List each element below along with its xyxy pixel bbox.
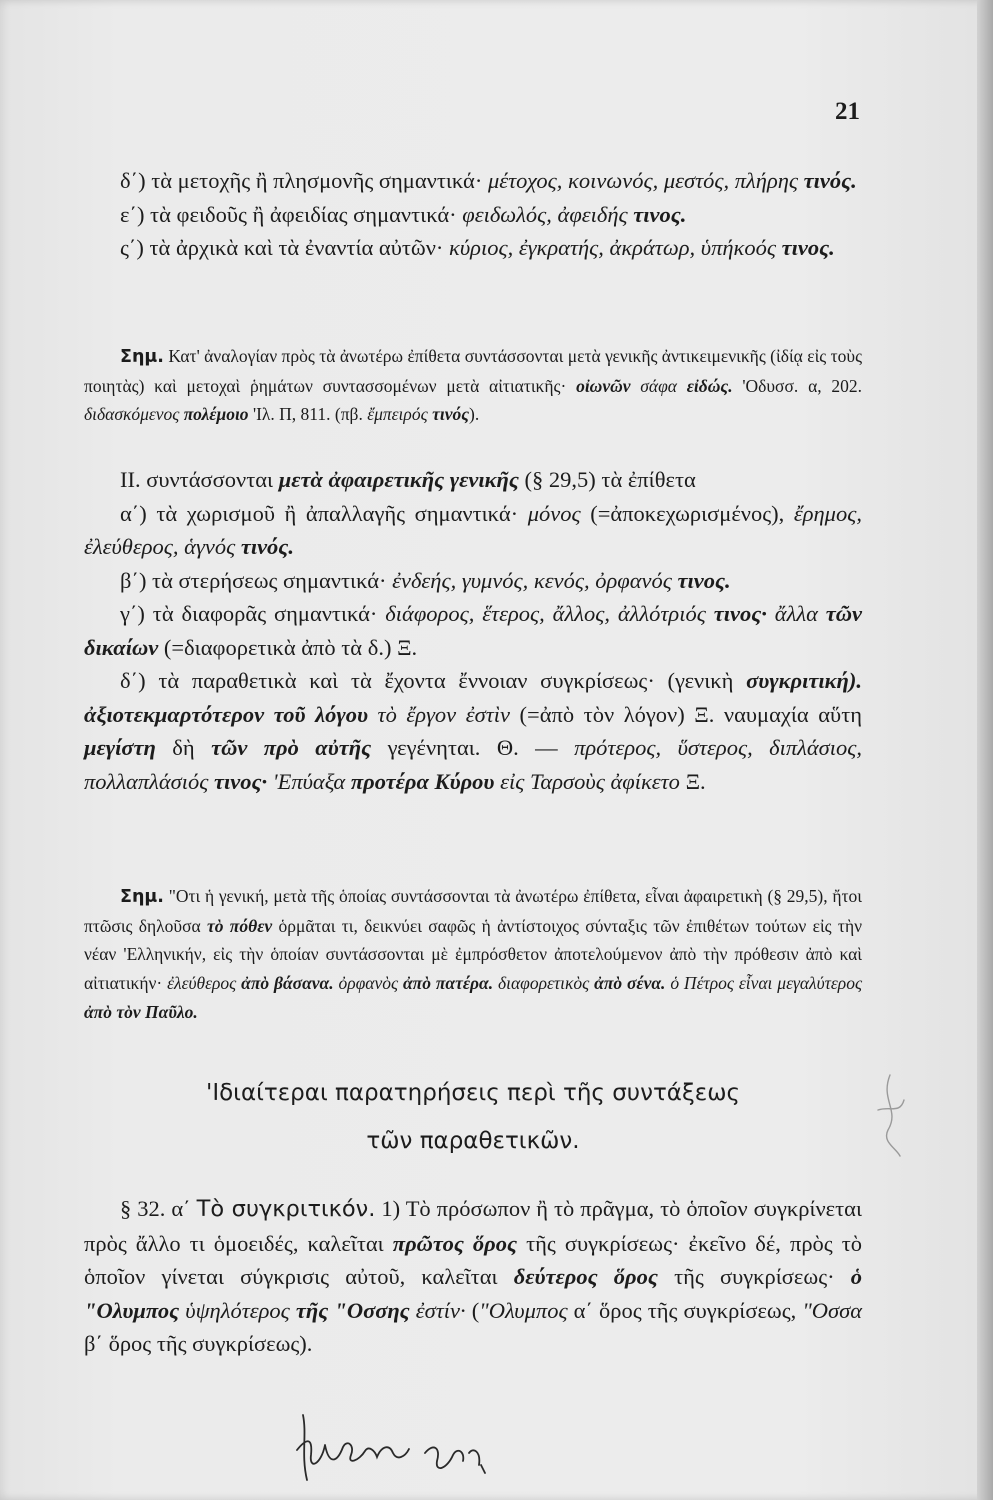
- section-32-body: β΄ ὅρος τῆς συγκρίσεως).: [84, 1331, 313, 1356]
- section-32-body: 1) Τὸ πρόσωπον ἢ τὸ πρᾶγμα, τὸ ὁποῖον συγκρίνεται πρὸς ἄλλο τι ὁμοειδές, καλεῖται: [84, 1196, 863, 1256]
- note-1-example-word: σάφα: [640, 375, 677, 396]
- note-1-label: Σημ.: [120, 347, 164, 367]
- note-1-text: [84, 342, 862, 429]
- note-2-example: διαφορετικὸς: [497, 973, 590, 994]
- margin-pencil-mark: [860, 1070, 920, 1160]
- item-dd-text: γεγένηται. Θ. —: [387, 735, 558, 760]
- item-dd-example: μεγίστη: [84, 735, 156, 760]
- section-32-term: πρῶτος ὅρος: [392, 1230, 518, 1256]
- note-2-example: ὀρφανὸς: [338, 973, 399, 994]
- item-st-text: ς΄) τὰ ἀρχικὰ καὶ τὰ ἐναντία αὐτῶν·: [120, 235, 444, 260]
- item-st: [84, 231, 862, 265]
- section-32-title: Τὸ συγκριτικόν.: [196, 1196, 376, 1222]
- section-32-number: § 32. α΄: [120, 1196, 191, 1221]
- item-a-text: α΄) τὰ χωρισμοῦ ἢ ἀπαλλαγῆς σημαντικά·: [120, 500, 519, 526]
- note-2-term: τὸ πόθεν: [206, 915, 273, 936]
- section-32-example: ὑψηλότερος: [185, 1297, 290, 1323]
- note-1-closing: ).: [469, 404, 480, 425]
- item-d-examples: μέτοχος, κοινωνός, μεστός, πλήρης: [487, 168, 799, 193]
- note-2: [84, 882, 862, 1027]
- note-1-example-word: τινός: [432, 404, 470, 425]
- item-dd-example: τῶν πρὸ αὐτῆς: [211, 735, 372, 760]
- page-edge-shadow: [977, 0, 993, 1500]
- section-heading-line-2: τῶν παραθετικῶν.: [366, 1128, 580, 1154]
- section-32-example: "Οσσα: [802, 1297, 863, 1323]
- note-1-body: Κατ' ἀναλογίαν πρὸς τὰ ἀνωτέρω ἐπίθετα συντάσσονται μετὰ γενικῆς ἀντικειμενικῆς (ἰδίᾳ εἰς τοὺς ποιητὰς) καὶ μετοχαὶ ῥημάτων συντασσομένων μετὰ αἰτιατικῆς·: [84, 346, 863, 396]
- section-ii-intro: [84, 463, 862, 497]
- note-2-example: ἀπὸ βάσανα.: [241, 973, 334, 994]
- item-a-examples: ἔρημος, ἐλεύθερος, ἁγνός: [84, 500, 862, 559]
- note-2-example: ἀπὸ τὸν Παῦλο.: [84, 1001, 198, 1022]
- section-ii-text: ΙΙ. συντάσσονται: [120, 467, 274, 492]
- item-dd: [84, 664, 862, 798]
- item-a: [84, 497, 862, 564]
- note-2-text: [84, 882, 862, 1027]
- item-dd-examples: πρότερος, ὕστερος, διπλάσιος, πολλαπλάσιός: [84, 735, 863, 794]
- note-2-example: ἀπὸ πατέρα.: [402, 973, 494, 994]
- note-1-example-word: ἔμπειρός: [367, 404, 428, 425]
- section-32-body: α΄ ὅρος τῆς συγκρίσεως,: [573, 1297, 797, 1323]
- section-32-term: δεύτερος ὅρος: [513, 1264, 658, 1289]
- item-st-genitive: τινος.: [781, 235, 835, 260]
- note-1-example-word: εἰδώς.: [686, 375, 733, 396]
- item-b: [84, 564, 862, 598]
- item-c-gloss: (=διαφορετικὰ ἀπὸ τὰ δ.) Ξ.: [163, 634, 418, 660]
- section-32-paren: (: [471, 1297, 480, 1323]
- item-c-text: γ΄) τὰ διαφορᾶς σημαντικά·: [120, 601, 378, 626]
- item-a-genitive: τινός.: [240, 534, 294, 559]
- item-b-text: β΄) τὰ στερήσεως σημαντικά·: [120, 567, 387, 593]
- item-e-examples: φειδωλός, ἀφειδής: [462, 201, 628, 227]
- note-1-citation: 'Ιλ. Π, 811. (πβ.: [252, 404, 363, 425]
- item-c-genitive: τινος·: [713, 601, 767, 626]
- section-32-body: τῆς συγκρίσεως· ἐκεῖνο δέ, πρὸς τὸ ὁποῖον γίνεται σύγκρισις αὐτοῦ, καλεῖται: [84, 1230, 863, 1289]
- item-a-example: μόνος: [527, 500, 581, 526]
- item-c-example-genitive: τῶν δικαίων: [84, 601, 863, 660]
- item-d-text: δ΄) τὰ μετοχῆς ἢ πλησμονῆς σημαντικά·: [120, 168, 483, 193]
- note-1-example-word: οἰωνῶν: [576, 375, 631, 396]
- page-number: 21: [835, 98, 860, 125]
- item-dd-example: 'Επύαξα: [272, 768, 346, 794]
- section-ii-term: μετὰ ἀφαιρετικῆς γενικῆς: [278, 467, 519, 492]
- item-b-examples: ἐνδεής, γυμνός, κενός, ὀρφανός: [392, 567, 672, 593]
- section-32: [84, 1192, 862, 1361]
- section-32-example: "Ολυμπος: [479, 1297, 568, 1323]
- item-dd-gloss: (=ἀπὸ τὸν λόγον) Ξ. ναυμαχία αὕτη: [519, 701, 862, 727]
- section-heading-line-1: 'Ιδιαίτεραι παρατηρήσεις περὶ τῆς συντάξεως: [206, 1080, 740, 1106]
- section-heading: [84, 1072, 862, 1162]
- item-dd-example: ἀξιοτεκμαρτότερον τοῦ λόγου: [84, 701, 368, 727]
- item-c-example: ἄλλα: [774, 601, 818, 626]
- item-dd-text: δὴ: [172, 735, 195, 760]
- item-dd-example: τὸ ἔργον ἐστὶν: [377, 701, 510, 727]
- note-2-body: "Οτι ἡ γενική, μετὰ τῆς ὁποίας συντάσσονται τὰ ἀνωτέρω ἐπίθετα, εἶναι ἀφαιρετικὴ (§ 29,5), ἤτοι πτῶσις δηλοῦσα: [84, 886, 863, 936]
- note-1-example-word: διδασκόμενος: [84, 404, 180, 425]
- section-32-example: τῆς "Οσσης: [295, 1297, 410, 1323]
- section-32-body: τῆς συγκρίσεως·: [674, 1264, 835, 1289]
- handwritten-signature: [285, 1395, 495, 1495]
- item-d: [84, 164, 862, 198]
- item-e-text: ε΄) τὰ φειδοῦς ἢ ἀφειδίας σημαντικά·: [120, 201, 457, 227]
- section-32-example: ἐστίν·: [415, 1297, 466, 1323]
- item-dd-genitive: τινος·: [214, 768, 268, 794]
- item-a-gloss: (=ἀποκεχωρισμένος),: [590, 500, 785, 526]
- item-b-genitive: τινος.: [677, 567, 731, 593]
- note-1-example-word: πολέμοιο: [183, 404, 249, 425]
- note-2-example: ἀπὸ σένα.: [594, 973, 666, 994]
- section-32-example: ὁ "Ολυμπος: [84, 1264, 863, 1323]
- note-2-label: Σημ.: [120, 887, 164, 907]
- item-st-examples: κύριος, ἐγκρατής, ἀκράτωρ, ὑπήκοός: [449, 235, 776, 260]
- note-2-example: ὁ Πέτρος εἶναι μεγαλύτερος: [670, 973, 863, 994]
- item-dd-text: δ΄) τὰ παραθετικὰ καὶ τὰ ἔχοντα ἔννοιαν συγκρίσεως· (γενικὴ: [120, 668, 734, 693]
- paragraph-adjectives-d-e-st: [84, 164, 862, 265]
- item-c: [84, 597, 862, 664]
- section-32-text: [84, 1192, 862, 1361]
- section-ii-text-end: (§ 29,5) τὰ ἐπίθετα: [524, 467, 696, 492]
- note-1-citation: 'Οδυσσ. α, 202.: [742, 375, 862, 396]
- note-1: [84, 342, 862, 429]
- note-2-body: ὁρμᾶται τι, δεικνύει σαφῶς ἡ ἀντίστοιχος σύνταξις τῶν ἐπιθέτων τούτων εἰς τὴν νέαν 'Ελληνικήν, εἰς τὴν ὁποίαν συντάσσονται μὲ ἐμπρόσθετον ἀποτελούμενον ἀπὸ τὴν πρόθεσιν ἀπὸ καὶ αἰτιατικήν·: [84, 915, 863, 994]
- item-dd-example: προτέρα Κύρου: [350, 768, 495, 794]
- item-d-genitive: τινός.: [803, 168, 857, 193]
- note-2-example: ἐλεύθερος: [167, 973, 237, 994]
- item-dd-citation: Ξ.: [685, 768, 706, 794]
- section-ablative-genitive: [84, 463, 862, 798]
- item-e-genitive: τινος.: [633, 201, 687, 227]
- item-c-examples: διάφορος, ἕτερος, ἄλλος, ἀλλότριός: [385, 601, 706, 626]
- item-dd-example: εἰς Ταρσοὺς ἀφίκετο: [500, 768, 680, 794]
- item-e: [84, 198, 862, 232]
- item-dd-term: συγκριτική).: [746, 668, 863, 693]
